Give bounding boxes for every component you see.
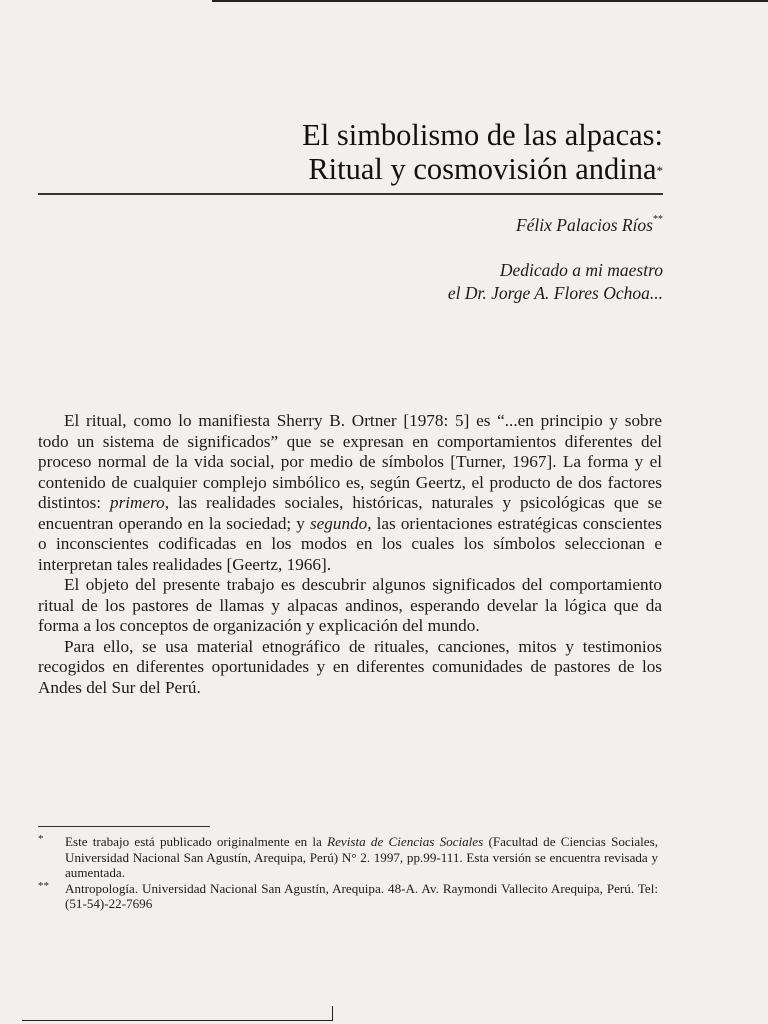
title-line-2-text: Ritual y cosmovisión andina (308, 152, 657, 186)
top-rule (212, 0, 768, 2)
paragraph-1-emphasis-1: primero (110, 493, 165, 512)
paragraph-1-part-c: , las orientaciones estratégicas conscientes o inconscientes codificadas en los modos en los cuales los símbolos seleccionan e interpretan tales realidades [Geertz, 1966]. (38, 513, 663, 574)
paragraph-1-part-a: El ritual, como lo manifiesta Sherry B. Ortner [1978: 5] es “...en principio y sobre todo un sistema de significados” que se expresan en comportamientos diferentes del proceso normal de la vida social, por medio de símbolos [Turner, 1967]. La forma y el contenido de cualquier complejo simbólico es, según Geertz, el producto de dos factores distintos: (38, 411, 662, 512)
footnote-1-mark: * (38, 833, 44, 845)
paragraph-2: El objeto del presente trabajo es descubrir algunos significados del comportamiento ritual de los pastores de llamas y alpacas andinos, esperando develar la lógica que da forma a los conceptos de organización y explicación del mundo. (38, 575, 662, 635)
author-footnote-mark: ** (653, 214, 663, 225)
footnote-1 (38, 834, 658, 881)
footnote-2-text: Antropología. Universidad Nacional San Agustín, Arequipa. 48-A. Av. Raymondi Vallecito Arequipa, Perú. Tel: (51-54)-22-7696 (65, 880, 658, 911)
author (516, 215, 663, 236)
footnote-1-part-a: Este trabajo está publicado originalmente en la (65, 834, 328, 849)
body-text (38, 411, 662, 698)
footnote-2-mark: ** (38, 879, 49, 892)
footnote-rule (38, 826, 210, 827)
footnotes (38, 834, 658, 912)
paragraph-1-emphasis-2: segundo (309, 513, 368, 533)
author-name: Félix Palacios Ríos (515, 215, 653, 235)
dedication-line-2: el Dr. Jorge A. Flores Ochoa... (447, 283, 663, 303)
bottom-page-edge (22, 1006, 333, 1021)
footnote-1-part-b: (Facultad de Ciencias Sociales, Universidad Nacional San Agustín, Arequipa, Perú) N° 2. 1997, pp.99-111. Esta versión se encuentra revisada y aumentada. (65, 834, 658, 880)
dedication-line-1: Dedicado a mi maestro (499, 260, 663, 280)
paragraph-1 (38, 411, 662, 575)
paragraph-3: Para ello, se usa material etnográfico de rituales, canciones, mitos y testimonios recogidos en diferentes oportunidades y en diferentes comunidades de pastores de los Andes del Sur del Perú. (38, 636, 662, 697)
title-footnote-mark: * (656, 163, 663, 178)
dedication (448, 259, 663, 305)
paragraph-1-part-b: , las realidades sociales, históricas, naturales y psicológicas que se encuentran operando en la sociedad; y (38, 493, 662, 533)
title-rule (38, 193, 663, 195)
article-title (302, 118, 663, 186)
title-line-1: El simbolismo de las alpacas: (302, 118, 663, 152)
title-line-2 (302, 152, 663, 186)
footnote-1-journal: Revista de Ciencias Sociales (327, 834, 484, 849)
footnote-2 (38, 881, 658, 912)
